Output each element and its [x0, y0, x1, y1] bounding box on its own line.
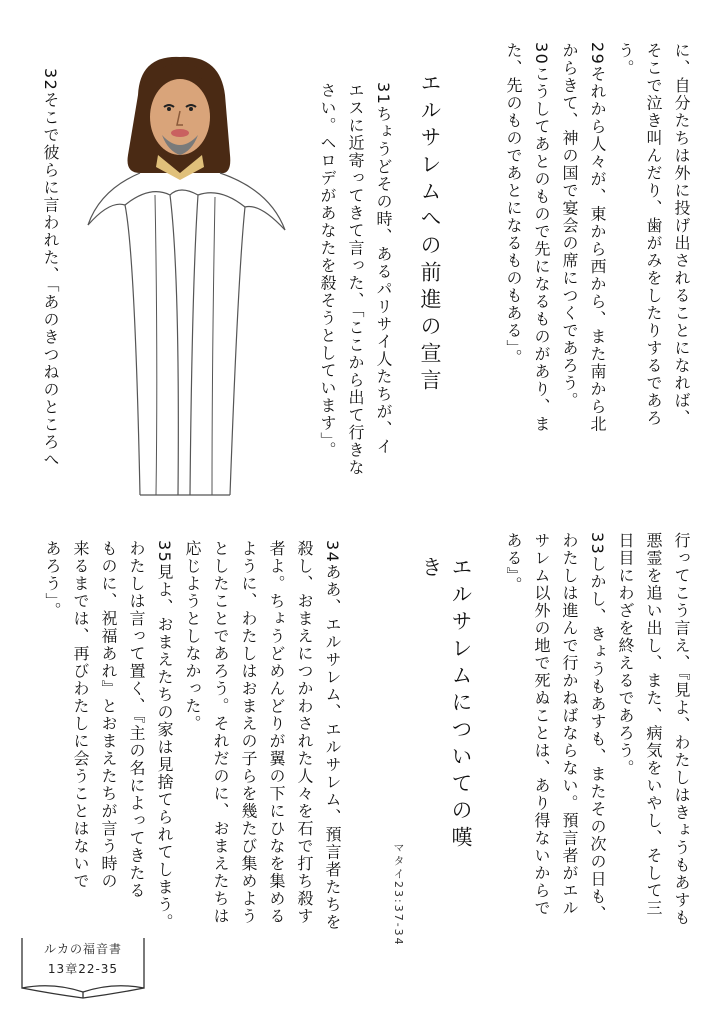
passage-verse-32: 32そこで彼らに言われた、「あのきつねのところへ	[41, 68, 60, 469]
passage-verses-28-30: に、自分たちは外に投げ出されることになれば、 そこで泣き叫んだり、歯がみをしたりするであろ う。 29それから人々が、東から西から、また南から北 からきて、神の国で宴会の席につくであろう。 30こうしてあとのもので先になるものがあり、ま た、先のものであとになるものもある」。	[504, 42, 691, 433]
section-heading-bottom: エルサレムについての嘆き	[419, 556, 473, 853]
section-heading-top: エルサレムへの前進の宣言	[418, 72, 442, 396]
book-title: ルカの福音書	[43, 942, 122, 956]
passage-verses-34-35: 34ああ、エルサレム、エルサレム、預言者たちを 殺し、おまえにつかわされた人々を石で打ち殺す 者よ。ちょうどめんどりが翼の下にひなを集める ように、わたしはおまえの子らを幾たび集めよう としたことであろう。それだのに、おまえたちは 応じようとしなかった。 35見よ、おまえたちの家は見捨てられてしまう。 わたしは言って置く、『主の名によってきたる ものに、祝福あれ』とおまえたちが言う時の 来るまでは、再びわたしに会うことはないで あろう」。	[43, 540, 342, 931]
book-label	[18, 932, 148, 1000]
passage-verse-31: 31ちょうどその時、あるパリサイ人たちが、イ エスに近寄ってきて言った、「ここから出て行きな さい。ヘロデがあなたを殺そうとしています」。	[318, 82, 393, 477]
cross-reference: マタイ23:37-34	[392, 842, 405, 947]
passage-verses-32-33: 行ってこう言え、『見よ、わたしはきょうもあすも 悪霊を追い出し、また、病気をいやし、そして三 日目にわざを終えるであろう。 33しかし、きょうもあすも、またその次の日も、 わたしは進んで行かねばならない。預言者がエル サレム以外の地で死ぬことは、あり得ないからで ある』。	[504, 532, 691, 927]
book-chapter: 13章22-35	[47, 962, 119, 976]
jesus-illustration	[80, 55, 295, 510]
